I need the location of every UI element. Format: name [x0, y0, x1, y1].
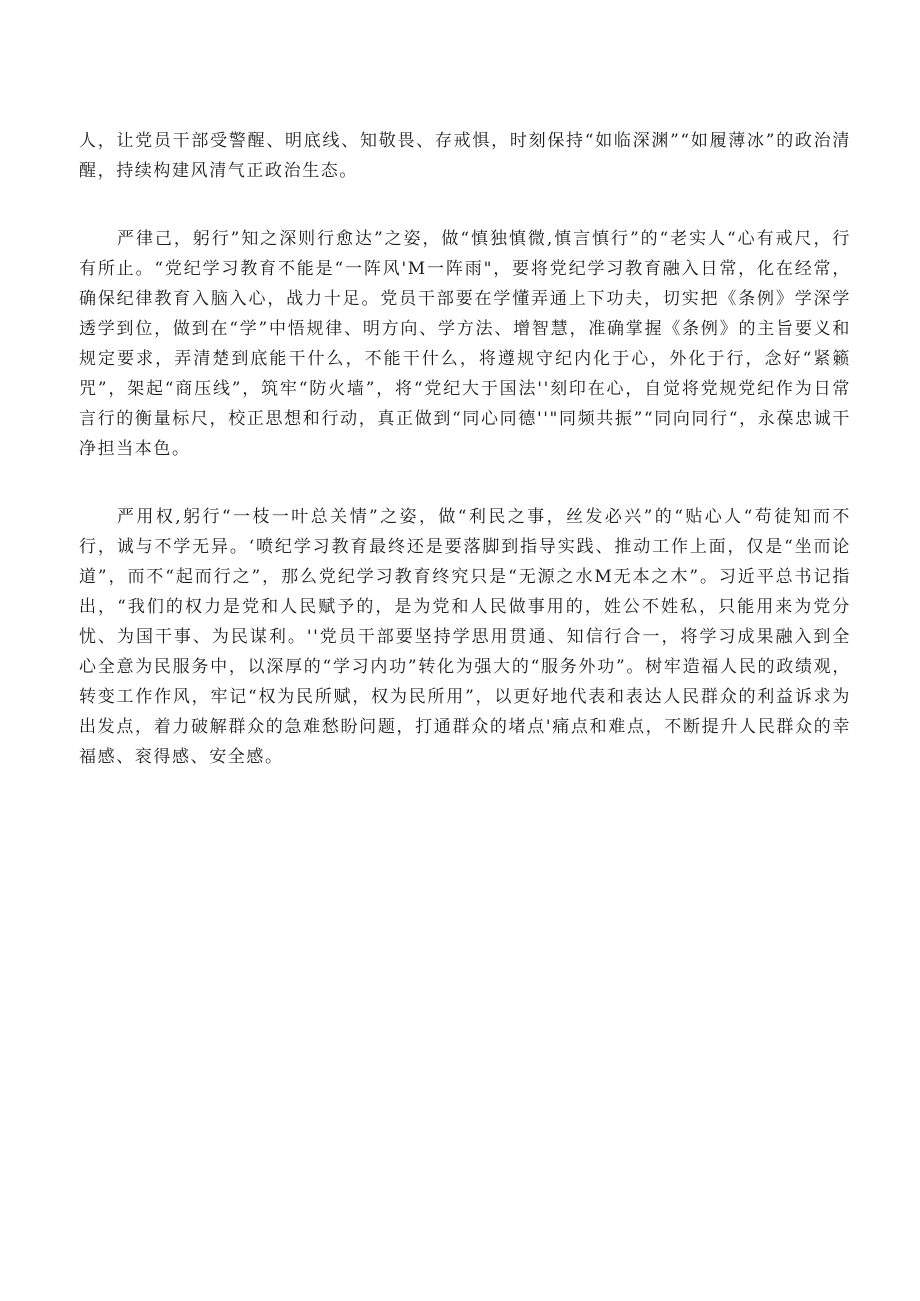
paragraph-3: 严用权,躬行“一枝一叶总关情”之姿，做“利民之事，丝发必兴”的“贴心人“苟徒知而不行，诚与不学无异。‘喷纪学习教育最终还是要落脚到指导实践、推动工作上面，仅是“坐而论道”，而不“起而行之”，那么党纪学习教育终究只是“无源之水M无本之木”。习近平总书记指出，“我们的权力是党和人民赋予的，是为党和人民做事用的，姓公不姓私，只能用来为党分忧、为国干事、为民谋利。''党员干部要坚持学思用贯通、知信行合一，将学习成果融入到全心全意为民服务中，以深厚的“学习内功”转化为强大的“服务外功”。树牢造福人民的政绩观，转变工作作风，牢记“权为民所赋，权为民所用”，以更好地代表和表达人民群众的利益诉求为出发点，着力破解群众的急难愁盼问题，打通群众的堵点'痛点和难点，不断提升人民群众的幸福感、衮得感、安全感。	[79, 507, 851, 767]
paragraph-2: 严律己，躬行”知之深则行愈达”之姿，做“慎独慎微,慎言慎行”的“老实人“心有戒尺，行有所止。“党纪学习教育不能是“一阵风'M一阵雨"，要将党纪学习教育融入日常，化在经常，确保纪律教育入脑入心，战力十足。党员干部要在学懂弄通上下功夫，切实把《条例》学深学透学到位，做到在“学”中悟规律、明方向、学方法、增智慧，准确掌握《条例》的主旨要义和规定要求，弄清楚到底能干什么，不能干什么，将遵规守纪内化于心，外化于行，念好“紧籁咒”，架起“商压线”，筑牢“防火墙”，将“党纪大于国法''刻印在心，自觉将党规党纪作为日常言行的衡量标尺，校正思想和行动，真正做到“同心同德''"同频共振”“同向同行“，永葆忠诚干净担当本色。	[79, 229, 851, 459]
document-body	[79, 126, 851, 772]
paragraph-1: 人，让党员干部受警醒、明底线、知敬畏、存戒惧，时刻保持“如临深渊”“如履薄冰”的政治清醒，持续构建风清气正政治生态。	[79, 131, 851, 181]
